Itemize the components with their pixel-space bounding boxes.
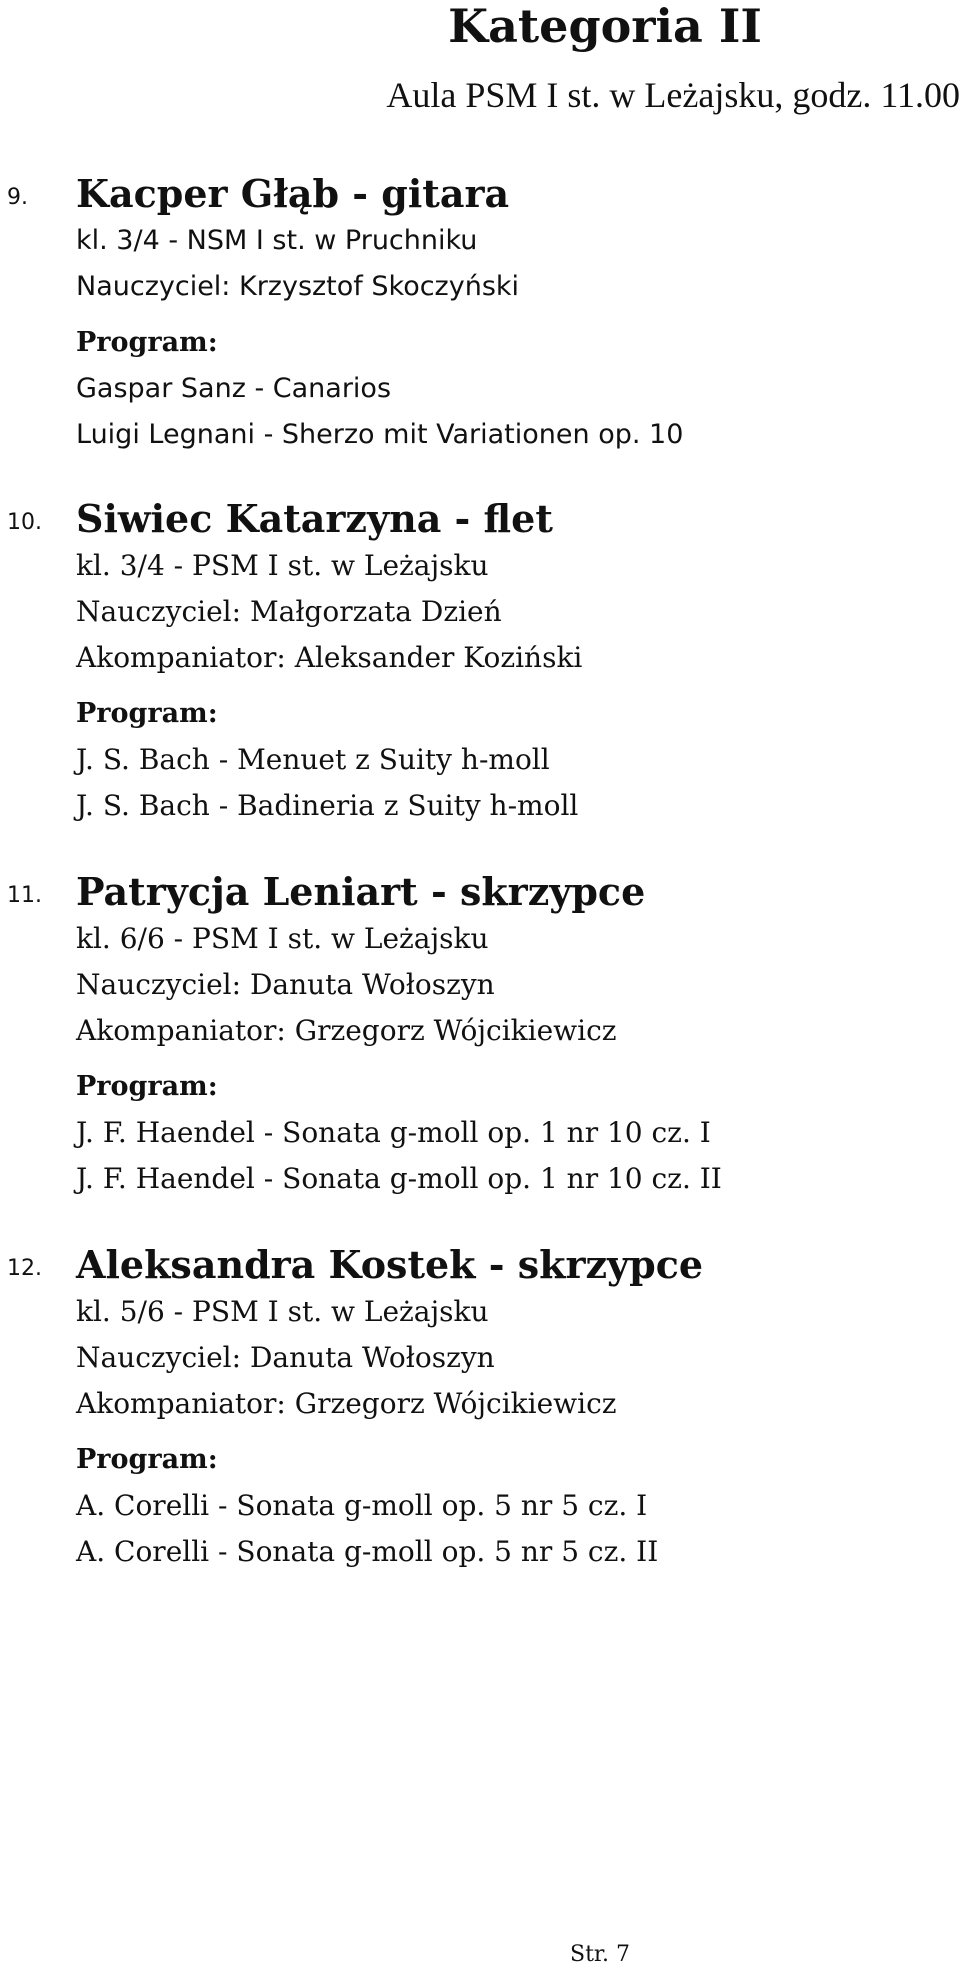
teacher: Nauczyciel: Danuta Wołoszyn bbox=[76, 1341, 495, 1374]
program-piece: J. F. Haendel - Sonata g-moll op. 1 nr 10 cz. II bbox=[76, 1162, 722, 1195]
program-piece: J. F. Haendel - Sonata g-moll op. 1 nr 10 cz. I bbox=[76, 1116, 711, 1149]
teacher: Nauczyciel: Krzysztof Skoczyński bbox=[76, 271, 520, 302]
teacher: Nauczyciel: Małgorzata Dzień bbox=[76, 595, 502, 628]
teacher: Nauczyciel: Danuta Wołoszyn bbox=[76, 968, 495, 1001]
performer-name: Kacper Głąb - gitara bbox=[76, 171, 510, 216]
page-number: Str. 7 bbox=[570, 1942, 630, 1967]
program-label: Program: bbox=[76, 327, 218, 358]
performer-name: Aleksandra Kostek - skrzypce bbox=[76, 1242, 704, 1287]
entry-body bbox=[76, 870, 956, 1202]
accompanist: Akompaniator: Grzegorz Wójcikiewicz bbox=[76, 1387, 617, 1420]
program-piece: Gaspar Sanz - Canarios bbox=[76, 373, 392, 404]
program-label: Program: bbox=[76, 698, 218, 729]
performer-name: Patrycja Leniart - skrzypce bbox=[76, 869, 646, 914]
program-label: Program: bbox=[76, 1071, 218, 1102]
entry-body bbox=[76, 172, 956, 458]
accompanist: Akompaniator: Aleksander Koziński bbox=[76, 641, 583, 674]
program-piece: A. Corelli - Sonata g-moll op. 5 nr 5 cz. II bbox=[76, 1535, 659, 1568]
entry-number: 9. bbox=[7, 185, 28, 210]
accompanist: Akompaniator: Grzegorz Wójcikiewicz bbox=[76, 1014, 617, 1047]
program-piece: A. Corelli - Sonata g-moll op. 5 nr 5 cz. I bbox=[76, 1489, 648, 1522]
category-title: Kategoria II bbox=[448, 0, 762, 53]
program-label: Program: bbox=[76, 1444, 218, 1475]
class-school: kl. 5/6 - PSM I st. w Leżajsku bbox=[76, 1295, 489, 1328]
program-piece: Luigi Legnani - Sherzo mit Variationen op. 10 bbox=[76, 419, 684, 450]
program-piece: J. S. Bach - Badineria z Suity h-moll bbox=[76, 789, 579, 822]
entry-number: 10. bbox=[7, 510, 42, 535]
entry-number: 12. bbox=[7, 1256, 42, 1281]
performer-name: Siwiec Katarzyna - flet bbox=[76, 496, 553, 541]
venue-time: Aula PSM I st. w Leżajsku, godz. 11.00 bbox=[386, 75, 960, 115]
entry-body bbox=[76, 497, 956, 829]
entry-body bbox=[76, 1243, 956, 1575]
class-school: kl. 3/4 - PSM I st. w Leżajsku bbox=[76, 549, 489, 582]
entry-number: 11. bbox=[7, 883, 42, 908]
class-school: kl. 3/4 - NSM I st. w Pruchniku bbox=[76, 225, 478, 256]
class-school: kl. 6/6 - PSM I st. w Leżajsku bbox=[76, 922, 489, 955]
program-piece: J. S. Bach - Menuet z Suity h-moll bbox=[76, 743, 550, 776]
